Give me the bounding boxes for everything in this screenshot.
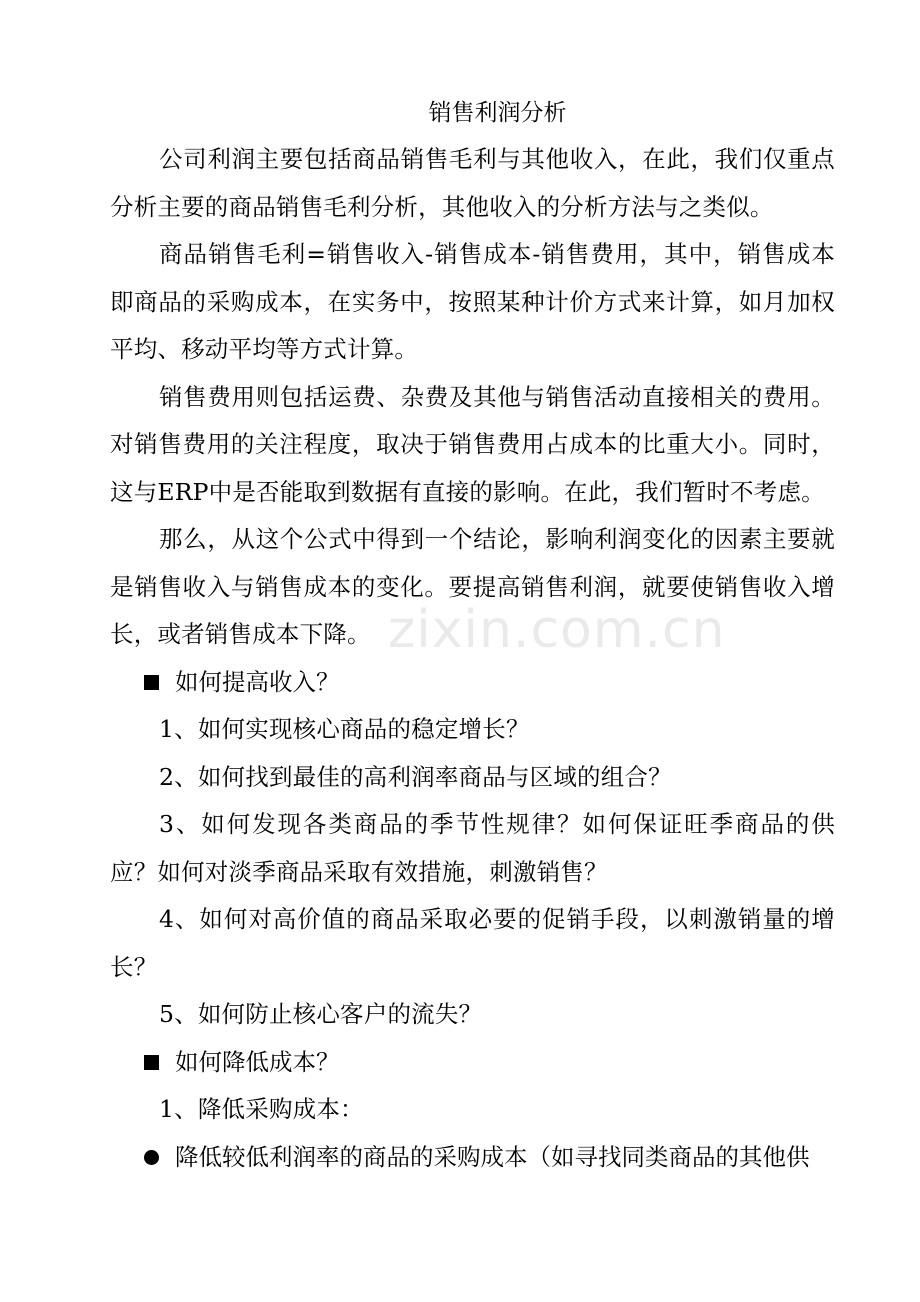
- section-heading-income: [110, 659, 835, 707]
- list-item: 3、如何发现各类商品的季节性规律？如何保证旺季商品的供应？如何对淡季商品采取有效措施，刺激销售？: [110, 810, 835, 886]
- square-bullet-icon: [144, 675, 159, 690]
- list-item: 2、如何找到最佳的高利润率商品与区域的组合？: [159, 762, 672, 791]
- bullet-item-text: 降低较低利润率的商品的采购成本（如寻找同类商品的其他供: [175, 1142, 810, 1171]
- square-bullet-icon: [144, 1055, 159, 1070]
- paragraph: 商品销售毛利=销售收入-销售成本-销售费用，其中，销售成本即商品的采购成本，在实务中，按照某种计价方式来计算，如月加权平均、移动平均等方式计算。: [110, 240, 835, 363]
- paragraph: 公司利润主要包括商品销售毛利与其他收入，在此，我们仅重点分析主要的商品销售毛利分析，其他收入的分析方法与之类似。: [110, 145, 835, 221]
- section-heading-text: 如何降低成本？: [175, 1047, 340, 1076]
- section-heading-cost: [110, 1039, 835, 1087]
- paragraph: 那么，从这个公式中得到一个结论，影响利润变化的因素主要就是销售收入与销售成本的变化。要提高销售利润，就要使销售收入增长，或者销售成本下降。: [110, 525, 835, 648]
- document-title: 销售利润分析: [428, 100, 567, 126]
- list-item: 4、如何对高价值的商品采取必要的促销手段，以刺激销量的增长？: [110, 905, 835, 981]
- section-heading-text: 如何提高收入？: [175, 667, 340, 696]
- bullet-item: [110, 1134, 835, 1182]
- list-item: 1、如何实现核心商品的稳定增长？: [159, 715, 530, 743]
- round-bullet-icon: [144, 1150, 159, 1165]
- list-item: 1、降低采购成本：: [159, 1095, 364, 1123]
- list-item: 5、如何防止核心客户的流失？: [159, 1000, 483, 1028]
- document-page: [110, 90, 835, 1181]
- paragraph: 销售费用则包括运费、杂费及其他与销售活动直接相关的费用。对销售费用的关注程度，取决于销售费用占成本的比重大小。同时，这与ERP中是否能取到数据有直接的影响。在此，我们暂时不考虑。: [110, 382, 835, 506]
- watermark: zixin.com.cn: [388, 600, 726, 660]
